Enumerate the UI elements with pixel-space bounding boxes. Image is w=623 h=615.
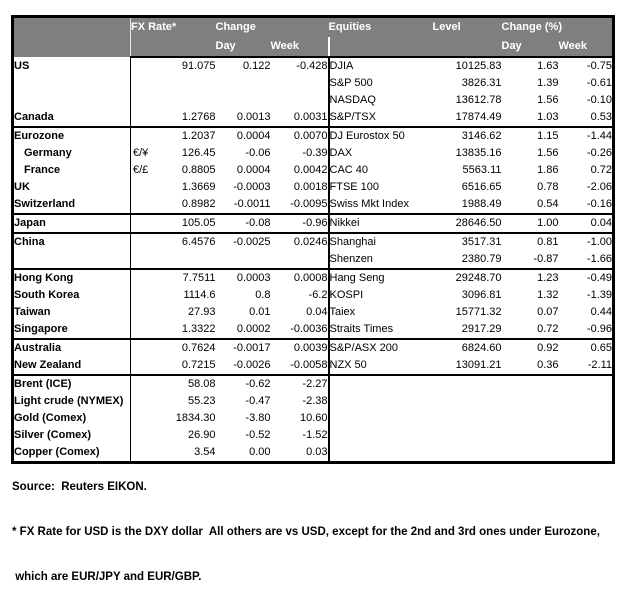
- equity-level: 3517.31: [461, 236, 502, 248]
- equity-name: Straits Times: [329, 321, 433, 339]
- fx-rate-value: 0.7624: [181, 342, 216, 354]
- fx-rate-value: 1.2768: [181, 111, 216, 123]
- equity-level: 13835.16: [455, 147, 502, 159]
- equity-week-change: -1.00: [586, 236, 612, 248]
- fx-day-change: 0.122: [242, 60, 271, 72]
- equity-week-change: -0.61: [586, 77, 612, 89]
- fx-rate-value: 1.2037: [181, 130, 216, 142]
- fx-rate-value: 91.075: [181, 60, 216, 72]
- header-level: Level: [433, 17, 502, 38]
- equity-name: [329, 393, 433, 410]
- table-row: [13, 287, 614, 304]
- fx-label: Canada: [14, 111, 54, 123]
- equity-name: Swiss Mkt Index: [329, 196, 433, 214]
- equity-day-change: 0.78: [537, 181, 559, 193]
- fx-week-change: 0.04: [271, 304, 329, 321]
- equity-week-change: -0.16: [559, 196, 614, 214]
- fx-week-change: [271, 75, 329, 92]
- fx-week-change: -6.2: [271, 287, 329, 304]
- equity-level: 3826.31: [461, 77, 502, 89]
- table-header-row-1: [13, 17, 614, 38]
- equity-day-change: 0.92: [537, 342, 559, 354]
- equity-week-change: 0.04: [559, 214, 614, 233]
- fx-week-change: [271, 251, 329, 269]
- table-row: [13, 127, 614, 145]
- fx-label: Brent (ICE): [14, 378, 72, 390]
- table-row: [13, 393, 614, 410]
- equity-week-change: -1.44: [586, 130, 612, 142]
- equity-level: 13091.21: [433, 357, 502, 375]
- fx-day-change: 0.0002: [216, 321, 271, 339]
- fx-rate-value: 1.3322: [181, 323, 216, 335]
- equity-day-change: 1.63: [537, 60, 559, 72]
- table-body: [13, 57, 614, 463]
- equity-name: Hang Seng: [329, 272, 385, 284]
- table-row: [13, 109, 614, 127]
- equity-name: DJ Eurostox 50: [329, 130, 405, 142]
- equity-day-change: 1.56: [537, 147, 559, 159]
- header-fx-rate: FX Rate*: [131, 17, 216, 38]
- fx-day-change: -0.06: [245, 147, 271, 159]
- currency-pair-symbol: €/¥: [133, 147, 149, 159]
- fx-label: US: [14, 59, 30, 72]
- fx-label: South Korea: [14, 289, 80, 301]
- fx-label: Hong Kong: [14, 272, 74, 284]
- fx-label: Switzerland: [14, 198, 76, 210]
- table-row: [13, 233, 614, 251]
- fx-day-change: [216, 75, 271, 92]
- equity-day-change: 1.23: [537, 272, 559, 284]
- equity-day-change: 0.72: [502, 321, 559, 339]
- equity-level: 6516.65: [461, 181, 502, 193]
- fx-rate-value: 105.05: [181, 217, 216, 229]
- fx-week-change: -0.39: [271, 145, 329, 162]
- equity-week-change: -1.39: [586, 289, 612, 301]
- table-row: [13, 375, 614, 393]
- equity-level: 3096.81: [461, 289, 502, 301]
- fx-week-change: 0.0070: [271, 127, 329, 145]
- fx-label: New Zealand: [14, 359, 82, 371]
- fx-rate-value: 1.3669: [181, 181, 216, 193]
- equity-week-change: [559, 410, 614, 427]
- equity-week-change: -0.96: [559, 321, 614, 339]
- fx-rate-value: 26.90: [187, 429, 216, 441]
- equity-name: NZX 50: [329, 357, 433, 375]
- header-spacer: [433, 37, 502, 57]
- table-row: [13, 251, 614, 269]
- fx-week-change: 0.0031: [271, 109, 329, 127]
- equity-day-change: 1.00: [502, 214, 559, 233]
- fx-day-change: -0.0017: [233, 342, 271, 354]
- equity-level: [433, 410, 502, 427]
- fx-day-change: 0.01: [249, 306, 271, 318]
- equity-week-change: -2.11: [559, 357, 614, 375]
- footnote-line-1: * FX Rate for USD is the DXY dollar All others are vs USD, except for the 2nd and 3rd ones under Eurozone,: [12, 526, 600, 538]
- fx-label: Eurozone: [14, 130, 65, 142]
- currency-pair-symbol: €/£: [133, 164, 149, 176]
- header-fx-day: Day: [216, 37, 271, 57]
- equity-name: Shenzen: [329, 251, 433, 269]
- fx-day-change: -0.0026: [216, 357, 271, 375]
- fx-day-change: -0.0011: [216, 196, 271, 214]
- equity-name: KOSPI: [329, 289, 364, 301]
- table-row: [13, 214, 614, 233]
- equity-day-change: 1.03: [502, 109, 559, 127]
- fx-rate-value: 126.45: [181, 147, 216, 159]
- header-fx-week: Week: [271, 37, 329, 57]
- equity-level: 15771.32: [455, 306, 502, 318]
- fx-week-change: 10.60: [271, 410, 329, 427]
- fx-day-change: 0.0013: [216, 109, 271, 127]
- table-row: [13, 304, 614, 321]
- fx-rate-value: 0.8805: [181, 164, 216, 176]
- table-row: [13, 145, 614, 162]
- fx-label: France: [24, 164, 61, 176]
- fx-rate-value: 3.54: [194, 446, 216, 458]
- equity-name: Shanghai: [329, 236, 376, 248]
- equity-level: 29248.70: [455, 272, 502, 284]
- equity-level: 3146.62: [461, 130, 502, 142]
- fx-day-change: 0.0003: [236, 272, 271, 284]
- fx-label: Singapore: [14, 323, 68, 335]
- fx-label: Light crude (NYMEX): [14, 395, 124, 407]
- equity-week-change: -0.49: [586, 272, 612, 284]
- fx-day-change: -3.80: [245, 412, 271, 424]
- equity-name: [329, 375, 433, 393]
- equity-level: 10125.83: [455, 60, 502, 72]
- fx-day-change: -0.0025: [233, 236, 271, 248]
- equity-week-change: -1.66: [559, 251, 614, 269]
- equity-day-change: [502, 375, 559, 393]
- table-row: [13, 196, 614, 214]
- fx-rate-value: 27.93: [187, 306, 216, 318]
- equity-level: 1988.49: [433, 196, 502, 214]
- equity-level: 28646.50: [433, 214, 502, 233]
- fx-week-change: 0.03: [271, 444, 329, 463]
- equity-week-change: -0.75: [586, 60, 612, 72]
- fx-week-change: -0.0058: [271, 357, 329, 375]
- table-row: [13, 339, 614, 357]
- table-row: [13, 92, 614, 109]
- equity-name: NASDAQ: [329, 94, 376, 106]
- table-row: [13, 357, 614, 375]
- equity-level: 17874.49: [433, 109, 502, 127]
- equity-name: Taiex: [329, 306, 356, 318]
- fx-week-change: 0.0042: [271, 162, 329, 179]
- equity-name: DJIA: [329, 60, 354, 72]
- fx-week-change: 0.0039: [271, 339, 329, 357]
- fx-week-change: -2.27: [271, 375, 329, 393]
- fx-week-change: -0.0036: [271, 321, 329, 339]
- fx-day-change: -0.0003: [233, 181, 271, 193]
- equity-level: [433, 427, 502, 444]
- equity-name: Nikkei: [329, 214, 433, 233]
- fx-day-change: 0.8: [255, 289, 271, 301]
- equity-name: CAC 40: [329, 164, 369, 176]
- fx-rate-value: 0.8982: [181, 198, 216, 210]
- table-row: [13, 321, 614, 339]
- table-row: [13, 179, 614, 196]
- fx-day-change: [216, 92, 271, 109]
- equity-week-change: -0.10: [586, 94, 612, 106]
- fx-day-change: 0.0004: [236, 130, 271, 142]
- equity-week-change: 0.72: [590, 164, 612, 176]
- equity-day-change: 1.32: [537, 289, 559, 301]
- fx-rate-value: 0.7215: [181, 359, 216, 371]
- equity-name: DAX: [329, 147, 353, 159]
- header-equities: Equities: [329, 17, 433, 38]
- equity-day-change: [502, 393, 559, 410]
- equity-level: 2917.29: [433, 321, 502, 339]
- table-row: [13, 75, 614, 92]
- fx-rate-value: 6.4576: [181, 236, 216, 248]
- equity-week-change: -2.06: [586, 181, 612, 193]
- equity-week-change: 0.65: [590, 342, 612, 354]
- equity-day-change: 0.36: [502, 357, 559, 375]
- equity-day-change: 1.56: [537, 94, 559, 106]
- fx-label: Copper (Comex): [14, 446, 100, 458]
- fx-week-change: 0.0008: [271, 269, 329, 287]
- equity-name: [329, 410, 433, 427]
- header-blank-cell: [13, 17, 131, 58]
- equity-name: FTSE 100: [329, 181, 380, 193]
- fx-label: Gold (Comex): [14, 412, 87, 424]
- fx-week-change: -1.52: [271, 427, 329, 444]
- fx-week-change: 0.0246: [271, 233, 329, 251]
- table-row: [13, 269, 614, 287]
- fx-week-change: -2.38: [271, 393, 329, 410]
- equity-week-change: -0.26: [586, 147, 612, 159]
- equity-day-change: [502, 410, 559, 427]
- footer-notes: [12, 450, 600, 615]
- fx-rate-value: 1114.6: [183, 289, 216, 301]
- equity-week-change: [559, 375, 614, 393]
- header-equity-week: Week: [559, 37, 614, 57]
- fx-day-change: -0.62: [245, 378, 271, 390]
- equity-week-change: 0.44: [590, 306, 612, 318]
- header-spacer: [329, 37, 433, 57]
- fx-week-change: -0.0095: [271, 196, 329, 214]
- fx-week-change: -0.96: [271, 214, 329, 233]
- fx-day-change: 0.00: [249, 446, 271, 458]
- equity-day-change: 1.15: [537, 130, 559, 142]
- fx-day-change: 0.0004: [236, 164, 271, 176]
- fx-week-change: [271, 92, 329, 109]
- equity-day-change: 1.39: [537, 77, 559, 89]
- fx-label: China: [14, 236, 45, 248]
- table-row: [13, 410, 614, 427]
- fx-label: Germany: [24, 147, 72, 159]
- table-row: [13, 427, 614, 444]
- fx-rate-value: 7.7511: [182, 272, 216, 284]
- fx-day-change: -0.47: [245, 395, 271, 407]
- equity-day-change: 0.54: [502, 196, 559, 214]
- footnote-line-2: which are EUR/JPY and EUR/GBP.: [12, 571, 202, 583]
- header-fx-change: Change: [216, 17, 329, 38]
- header-equity-day: Day: [502, 37, 559, 57]
- fx-week-change: 0.0018: [271, 179, 329, 196]
- equity-level: 2380.79: [433, 251, 502, 269]
- fx-day-change: -0.52: [245, 429, 271, 441]
- equity-day-change: 0.81: [537, 236, 559, 248]
- equity-week-change: 0.53: [559, 109, 614, 127]
- equity-name: [329, 427, 433, 444]
- fx-label: UK: [14, 181, 30, 193]
- table-row: [13, 57, 614, 75]
- fx-rate-value: 55.23: [187, 395, 216, 407]
- fx-label: Australia: [14, 342, 62, 354]
- equity-name: S&P/ASX 200: [329, 342, 398, 354]
- fx-label: Silver (Comex): [14, 429, 92, 441]
- fx-label: Taiwan: [14, 306, 51, 318]
- fx-day-change: [216, 251, 271, 269]
- equity-name: S&P 500: [329, 77, 373, 89]
- fx-rate-value: 58.08: [187, 378, 216, 390]
- fx-day-change: -0.08: [216, 214, 271, 233]
- header-spacer: [131, 37, 216, 57]
- equity-level: 5563.11: [462, 164, 502, 176]
- equity-level: [433, 375, 502, 393]
- source-note: Source: Reuters EIKON.: [12, 481, 147, 493]
- fx-week-change: -0.428: [271, 57, 329, 75]
- equity-level: [433, 393, 502, 410]
- table-row: [13, 162, 614, 179]
- equity-day-change: 0.07: [537, 306, 559, 318]
- equity-level: 6824.60: [461, 342, 502, 354]
- equity-name: S&P/TSX: [329, 109, 433, 127]
- equity-week-change: [559, 393, 614, 410]
- fx-label: Japan: [14, 217, 46, 229]
- fx-equities-table: [11, 15, 615, 464]
- fx-rate-value: 1834.30: [175, 412, 216, 424]
- equity-day-change: 1.86: [537, 164, 559, 176]
- equity-week-change: [559, 427, 614, 444]
- equity-day-change: [502, 427, 559, 444]
- equity-level: 13612.78: [455, 94, 502, 106]
- header-equity-change-pct: Change (%): [502, 17, 614, 38]
- equity-day-change: -0.87: [502, 251, 559, 269]
